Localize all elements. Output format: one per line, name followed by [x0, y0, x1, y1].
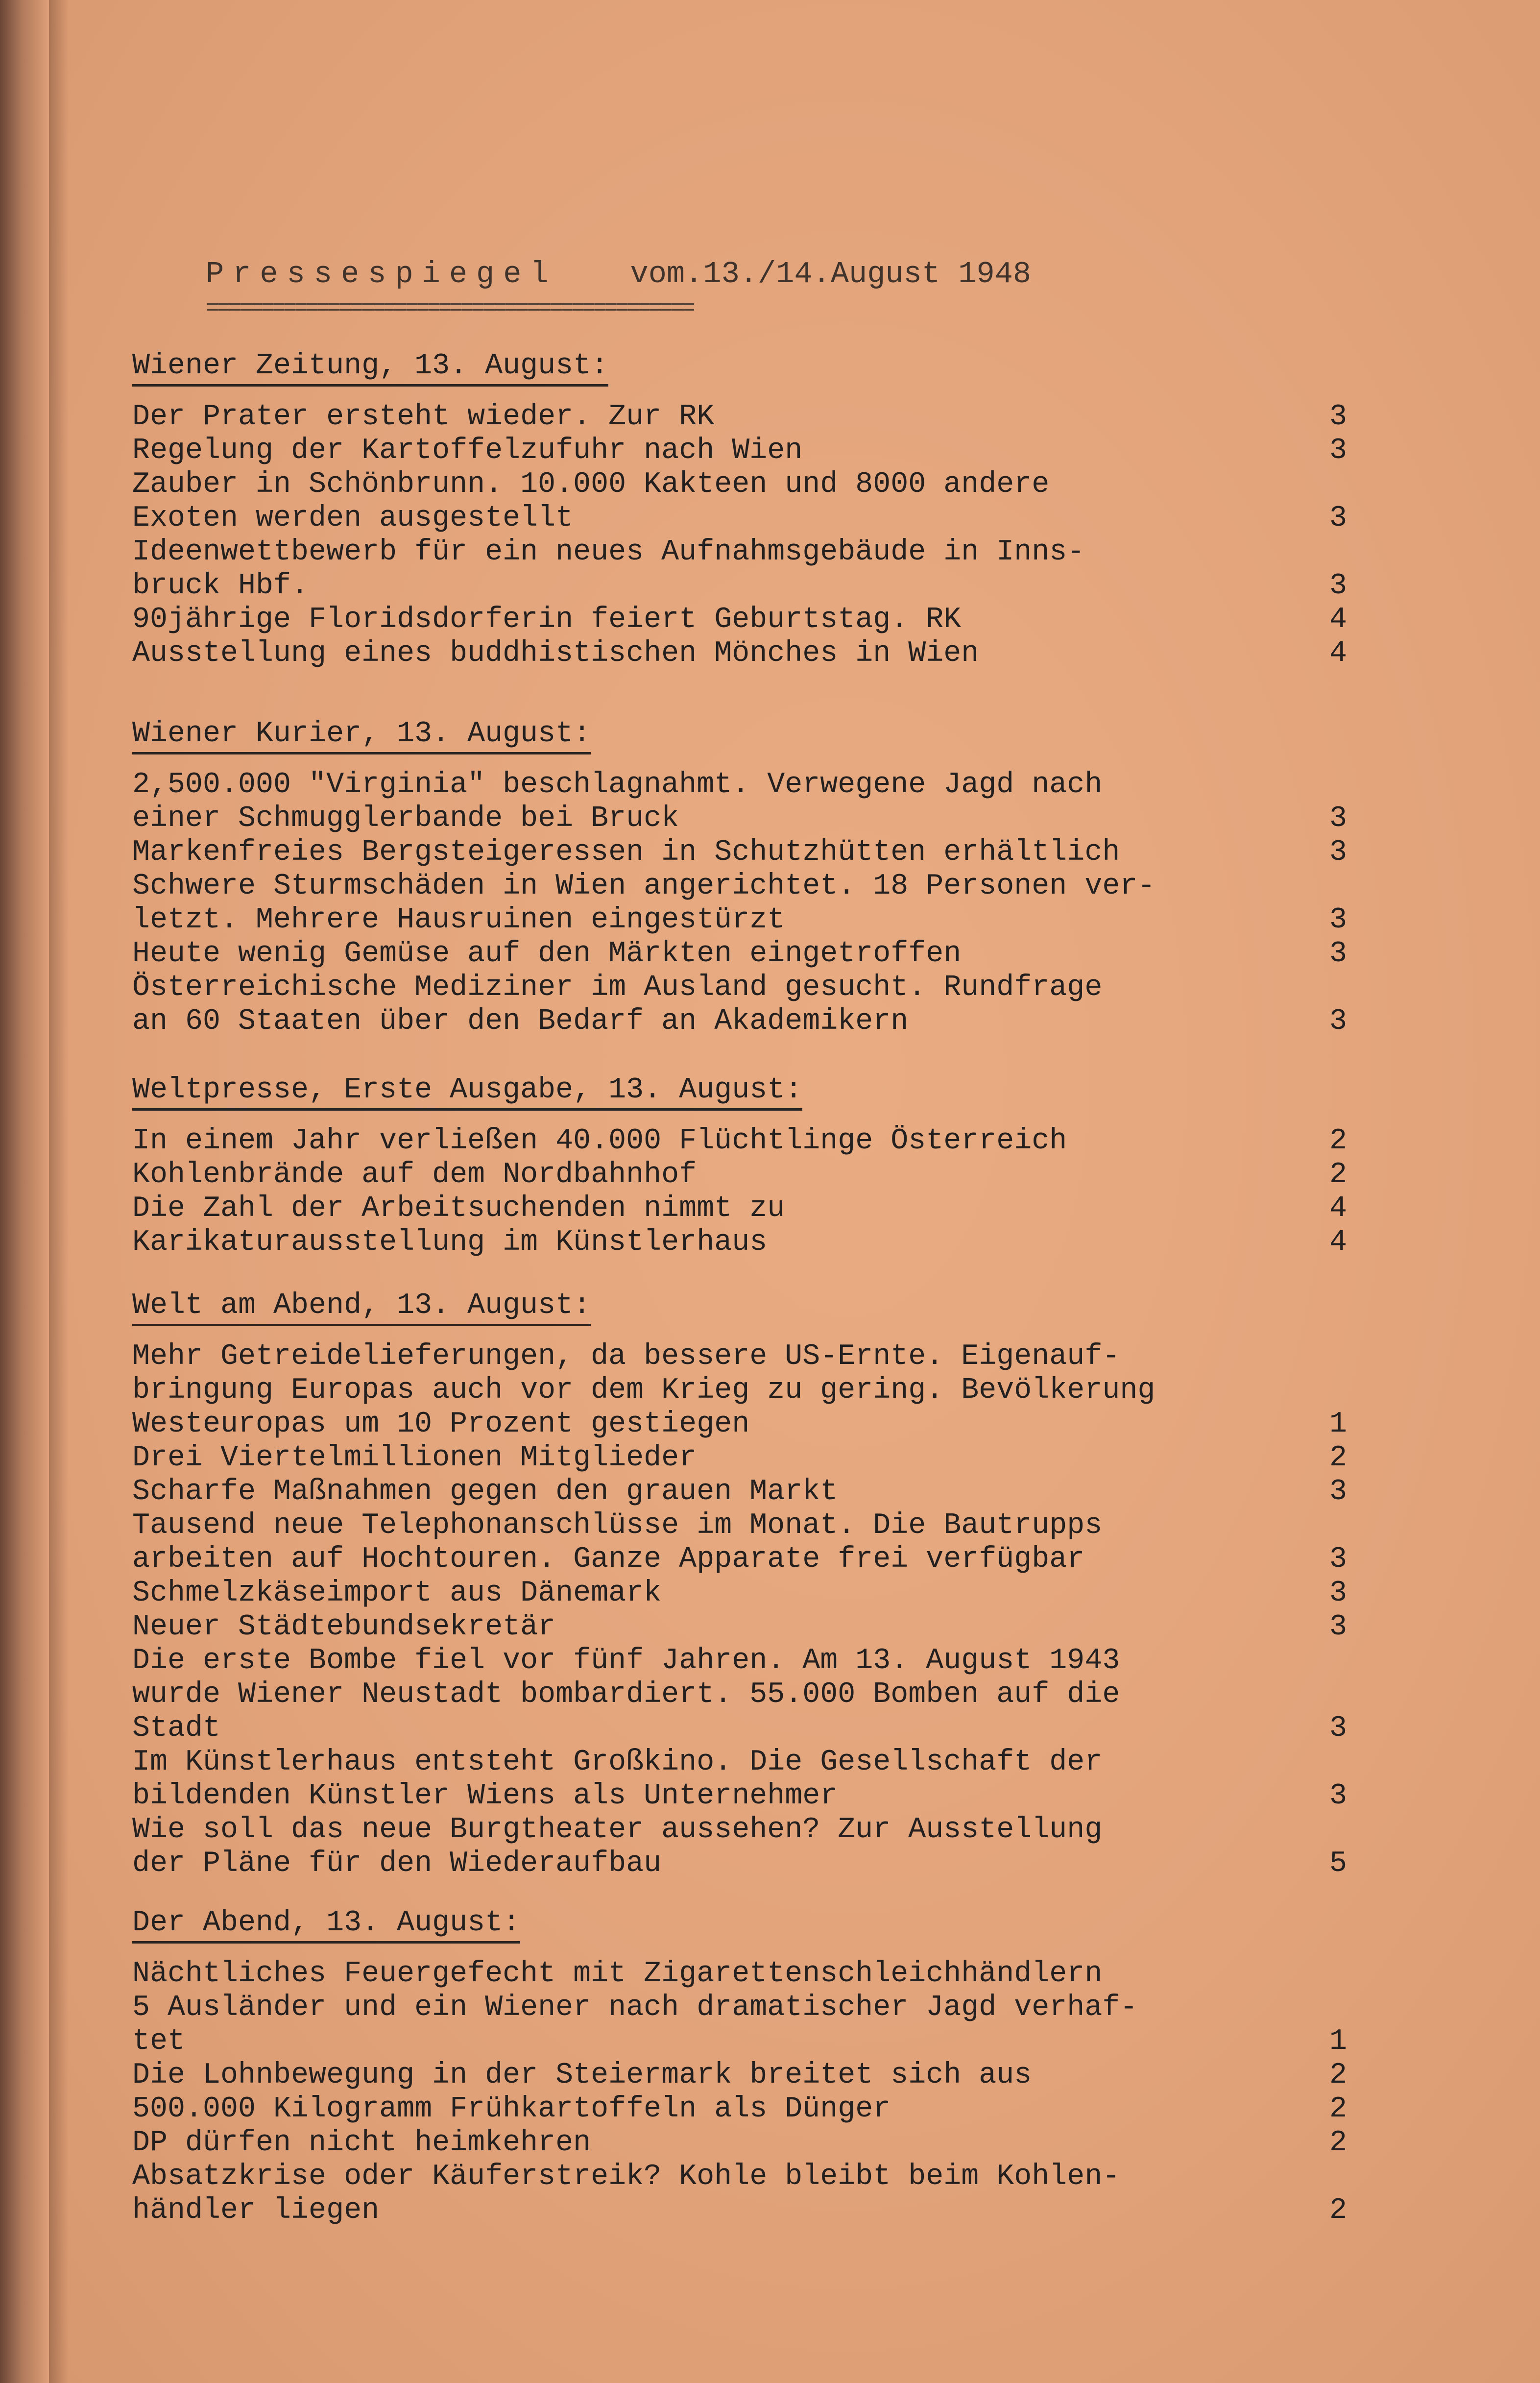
list-item — [132, 400, 1347, 434]
item-text: Die erste Bombe fiel vor fünf Jahren. Am 13. August 1943 — [132, 1644, 1120, 1678]
list-item — [132, 2092, 1347, 2126]
item-text: Schmelzkäseimport aus Dänemark — [132, 1577, 662, 1610]
title-label: Pressespiegel — [206, 257, 557, 292]
page-number: 4 — [1329, 603, 1347, 636]
item-text: wurde Wiener Neustadt bombardiert. 55.000 Bomben auf die — [132, 1678, 1120, 1711]
item-text: Scharfe Maßnahmen gegen den grauen Markt — [132, 1475, 838, 1508]
item-text: bringung Europas auch vor dem Krieg zu gering. Bevölkerung — [132, 1374, 1155, 1407]
page-number: 3 — [1329, 569, 1347, 603]
document-title — [206, 247, 1225, 301]
list-item — [132, 1610, 1347, 1644]
item-text: DP dürfen nicht heimkehren — [132, 2126, 591, 2160]
list-item — [132, 1991, 1347, 2025]
book-binding — [0, 0, 49, 2383]
title-underline: ============================================ — [206, 296, 693, 321]
binding-shadow — [49, 0, 69, 2383]
page-number: 3 — [1329, 802, 1347, 835]
item-text: Nächtliches Feuergefecht mit Zigarettenschleichhändlern — [132, 1957, 1103, 1991]
list-item — [132, 1712, 1347, 1746]
item-text: Absatzkrise oder Käuferstreik? Kohle bleibt beim Kohlen- — [132, 2160, 1120, 2193]
list-item — [132, 1957, 1347, 1991]
list-item — [132, 535, 1347, 569]
item-text: 5 Ausländer und ein Wiener nach dramatischer Jagd verhaf- — [132, 1991, 1138, 2024]
list-item — [132, 870, 1347, 903]
list-item — [132, 1005, 1347, 1039]
list-item — [132, 1644, 1347, 1678]
item-text: Exoten werden ausgestellt — [132, 502, 574, 535]
list-item — [132, 1577, 1347, 1610]
list-item — [132, 1340, 1347, 1374]
item-text: Ausstellung eines buddhistischen Mönches in Wien — [132, 637, 979, 670]
page-number: 3 — [1329, 400, 1347, 434]
list-item — [132, 468, 1347, 502]
list-item — [132, 1746, 1347, 1779]
item-text: Neuer Städtebundsekretär — [132, 1610, 556, 1644]
list-item — [132, 768, 1347, 802]
item-text: Schwere Sturmschäden in Wien angerichtet. 18 Personen ver- — [132, 870, 1155, 903]
list-item — [132, 1158, 1347, 1192]
page-number: 3 — [1329, 1779, 1347, 1813]
section-heading: Weltpresse, Erste Ausgabe, 13. August: — [132, 1073, 802, 1111]
list-item — [132, 1779, 1347, 1813]
page-number: 4 — [1329, 1192, 1347, 1225]
page-number: 4 — [1329, 1226, 1347, 1259]
item-text: Zauber in Schönbrunn. 10.000 Kakteen und 8000 andere — [132, 468, 1050, 501]
list-item — [132, 1543, 1347, 1577]
item-text: einer Schmugglerbande bei Bruck — [132, 802, 679, 835]
list-item — [132, 1509, 1347, 1543]
page-number: 3 — [1329, 903, 1347, 937]
item-text: Tausend neue Telephonanschlüsse im Monat. Die Bautrupps — [132, 1509, 1103, 1542]
list-item — [132, 1226, 1347, 1260]
page-number: 2 — [1329, 2194, 1347, 2227]
section-heading: Wiener Zeitung, 13. August: — [132, 349, 608, 387]
section-heading: Welt am Abend, 13. August: — [132, 1289, 591, 1326]
item-text: Die Zahl der Arbeitsuchenden nimmt zu — [132, 1192, 785, 1225]
list-item — [132, 1192, 1347, 1226]
page-number: 1 — [1329, 2025, 1347, 2058]
list-item — [132, 434, 1347, 468]
item-text: Regelung der Kartoffelzufuhr nach Wien — [132, 434, 803, 467]
item-text: Ideenwettbewerb für ein neues Aufnahmsgebäude in Inns- — [132, 535, 1085, 569]
item-text: an 60 Staaten über den Bedarf an Akademikern — [132, 1005, 909, 1038]
page-number: 3 — [1329, 937, 1347, 971]
page-number: 3 — [1329, 1577, 1347, 1610]
item-text: Heute wenig Gemüse auf den Märkten eingetroffen — [132, 937, 962, 971]
page-number: 2 — [1329, 1441, 1347, 1475]
list-item — [132, 1678, 1347, 1712]
page-number: 3 — [1329, 1475, 1347, 1508]
item-text: Mehr Getreidelieferungen, da bessere US-Ernte. Eigenauf- — [132, 1340, 1120, 1373]
page-number: 3 — [1329, 1712, 1347, 1745]
list-item — [132, 502, 1347, 535]
page-number: 3 — [1329, 502, 1347, 535]
section-wiener-kurier — [132, 717, 1347, 1039]
list-item — [132, 1408, 1347, 1441]
item-text: Karikaturausstellung im Künstlerhaus — [132, 1226, 768, 1259]
section-der-abend — [132, 1906, 1347, 2228]
page-number: 3 — [1329, 1543, 1347, 1576]
list-item — [132, 603, 1347, 637]
page-number: 2 — [1329, 1124, 1347, 1158]
list-item — [132, 1847, 1347, 1881]
item-text: händler liegen — [132, 2194, 380, 2227]
list-item — [132, 2059, 1347, 2092]
list-item — [132, 1813, 1347, 1847]
section-wiener-zeitung — [132, 349, 1347, 671]
item-text: Im Künstlerhaus entsteht Großkino. Die Gesellschaft der — [132, 1746, 1103, 1779]
page-number: 2 — [1329, 2126, 1347, 2160]
item-text: Westeuropas um 10 Prozent gestiegen — [132, 1408, 750, 1441]
item-text: Österreichische Mediziner im Ausland gesucht. Rundfrage — [132, 971, 1103, 1004]
item-text: Die Lohnbewegung in der Steiermark breitet sich aus — [132, 2059, 1032, 2092]
list-item — [132, 1475, 1347, 1509]
list-item — [132, 2194, 1347, 2228]
page-number: 3 — [1329, 1005, 1347, 1038]
item-text: Der Prater ersteht wieder. Zur RK — [132, 400, 715, 434]
item-text: Drei Viertelmillionen Mitglieder — [132, 1441, 697, 1475]
list-item — [132, 1441, 1347, 1475]
page-number: 2 — [1329, 2059, 1347, 2092]
item-text: tet — [132, 2025, 186, 2058]
item-text: Stadt — [132, 1712, 221, 1745]
page-number: 3 — [1329, 836, 1347, 869]
list-item — [132, 1374, 1347, 1408]
page-number: 4 — [1329, 637, 1347, 670]
page-number: 2 — [1329, 2092, 1347, 2126]
page-number: 5 — [1329, 1847, 1347, 1880]
list-item — [132, 1124, 1347, 1158]
item-text: Wie soll das neue Burgtheater aussehen? Zur Ausstellung — [132, 1813, 1103, 1847]
item-text: 500.000 Kilogramm Frühkartoffeln als Dünger — [132, 2092, 891, 2126]
item-text: bruck Hbf. — [132, 569, 309, 603]
item-text: bildenden Künstler Wiens als Unternehmer — [132, 1779, 838, 1813]
section-welt-am-abend — [132, 1289, 1347, 1881]
list-item — [132, 971, 1347, 1005]
list-item — [132, 937, 1347, 971]
title-date: vom.13./14.August 1948 — [630, 257, 1032, 292]
item-text: letzt. Mehrere Hausruinen eingestürzt — [132, 903, 785, 937]
page-number: 1 — [1329, 1408, 1347, 1441]
page-number: 2 — [1329, 1158, 1347, 1192]
list-item — [132, 2126, 1347, 2160]
list-item — [132, 569, 1347, 603]
section-weltpresse — [132, 1073, 1347, 1260]
item-text: 2,500.000 "Virginia" beschlagnahmt. Verwegene Jagd nach — [132, 768, 1103, 802]
item-text: Markenfreies Bergsteigeressen in Schutzhütten erhältlich — [132, 836, 1120, 869]
list-item — [132, 836, 1347, 870]
item-text: In einem Jahr verließen 40.000 Flüchtlinge Österreich — [132, 1124, 1067, 1158]
section-heading: Der Abend, 13. August: — [132, 1906, 520, 1944]
list-item — [132, 903, 1347, 937]
list-item — [132, 2160, 1347, 2194]
list-item — [132, 637, 1347, 671]
item-text: Kohlenbrände auf dem Nordbahnhof — [132, 1158, 697, 1192]
item-text: der Pläne für den Wiederaufbau — [132, 1847, 662, 1880]
page-number: 3 — [1329, 434, 1347, 467]
item-text: arbeiten auf Hochtouren. Ganze Apparate frei verfügbar — [132, 1543, 1085, 1576]
list-item — [132, 2025, 1347, 2059]
list-item — [132, 802, 1347, 836]
item-text: 90jährige Floridsdorferin feiert Geburtstag. RK — [132, 603, 962, 636]
page-number: 3 — [1329, 1610, 1347, 1644]
section-heading: Wiener Kurier, 13. August: — [132, 717, 591, 754]
